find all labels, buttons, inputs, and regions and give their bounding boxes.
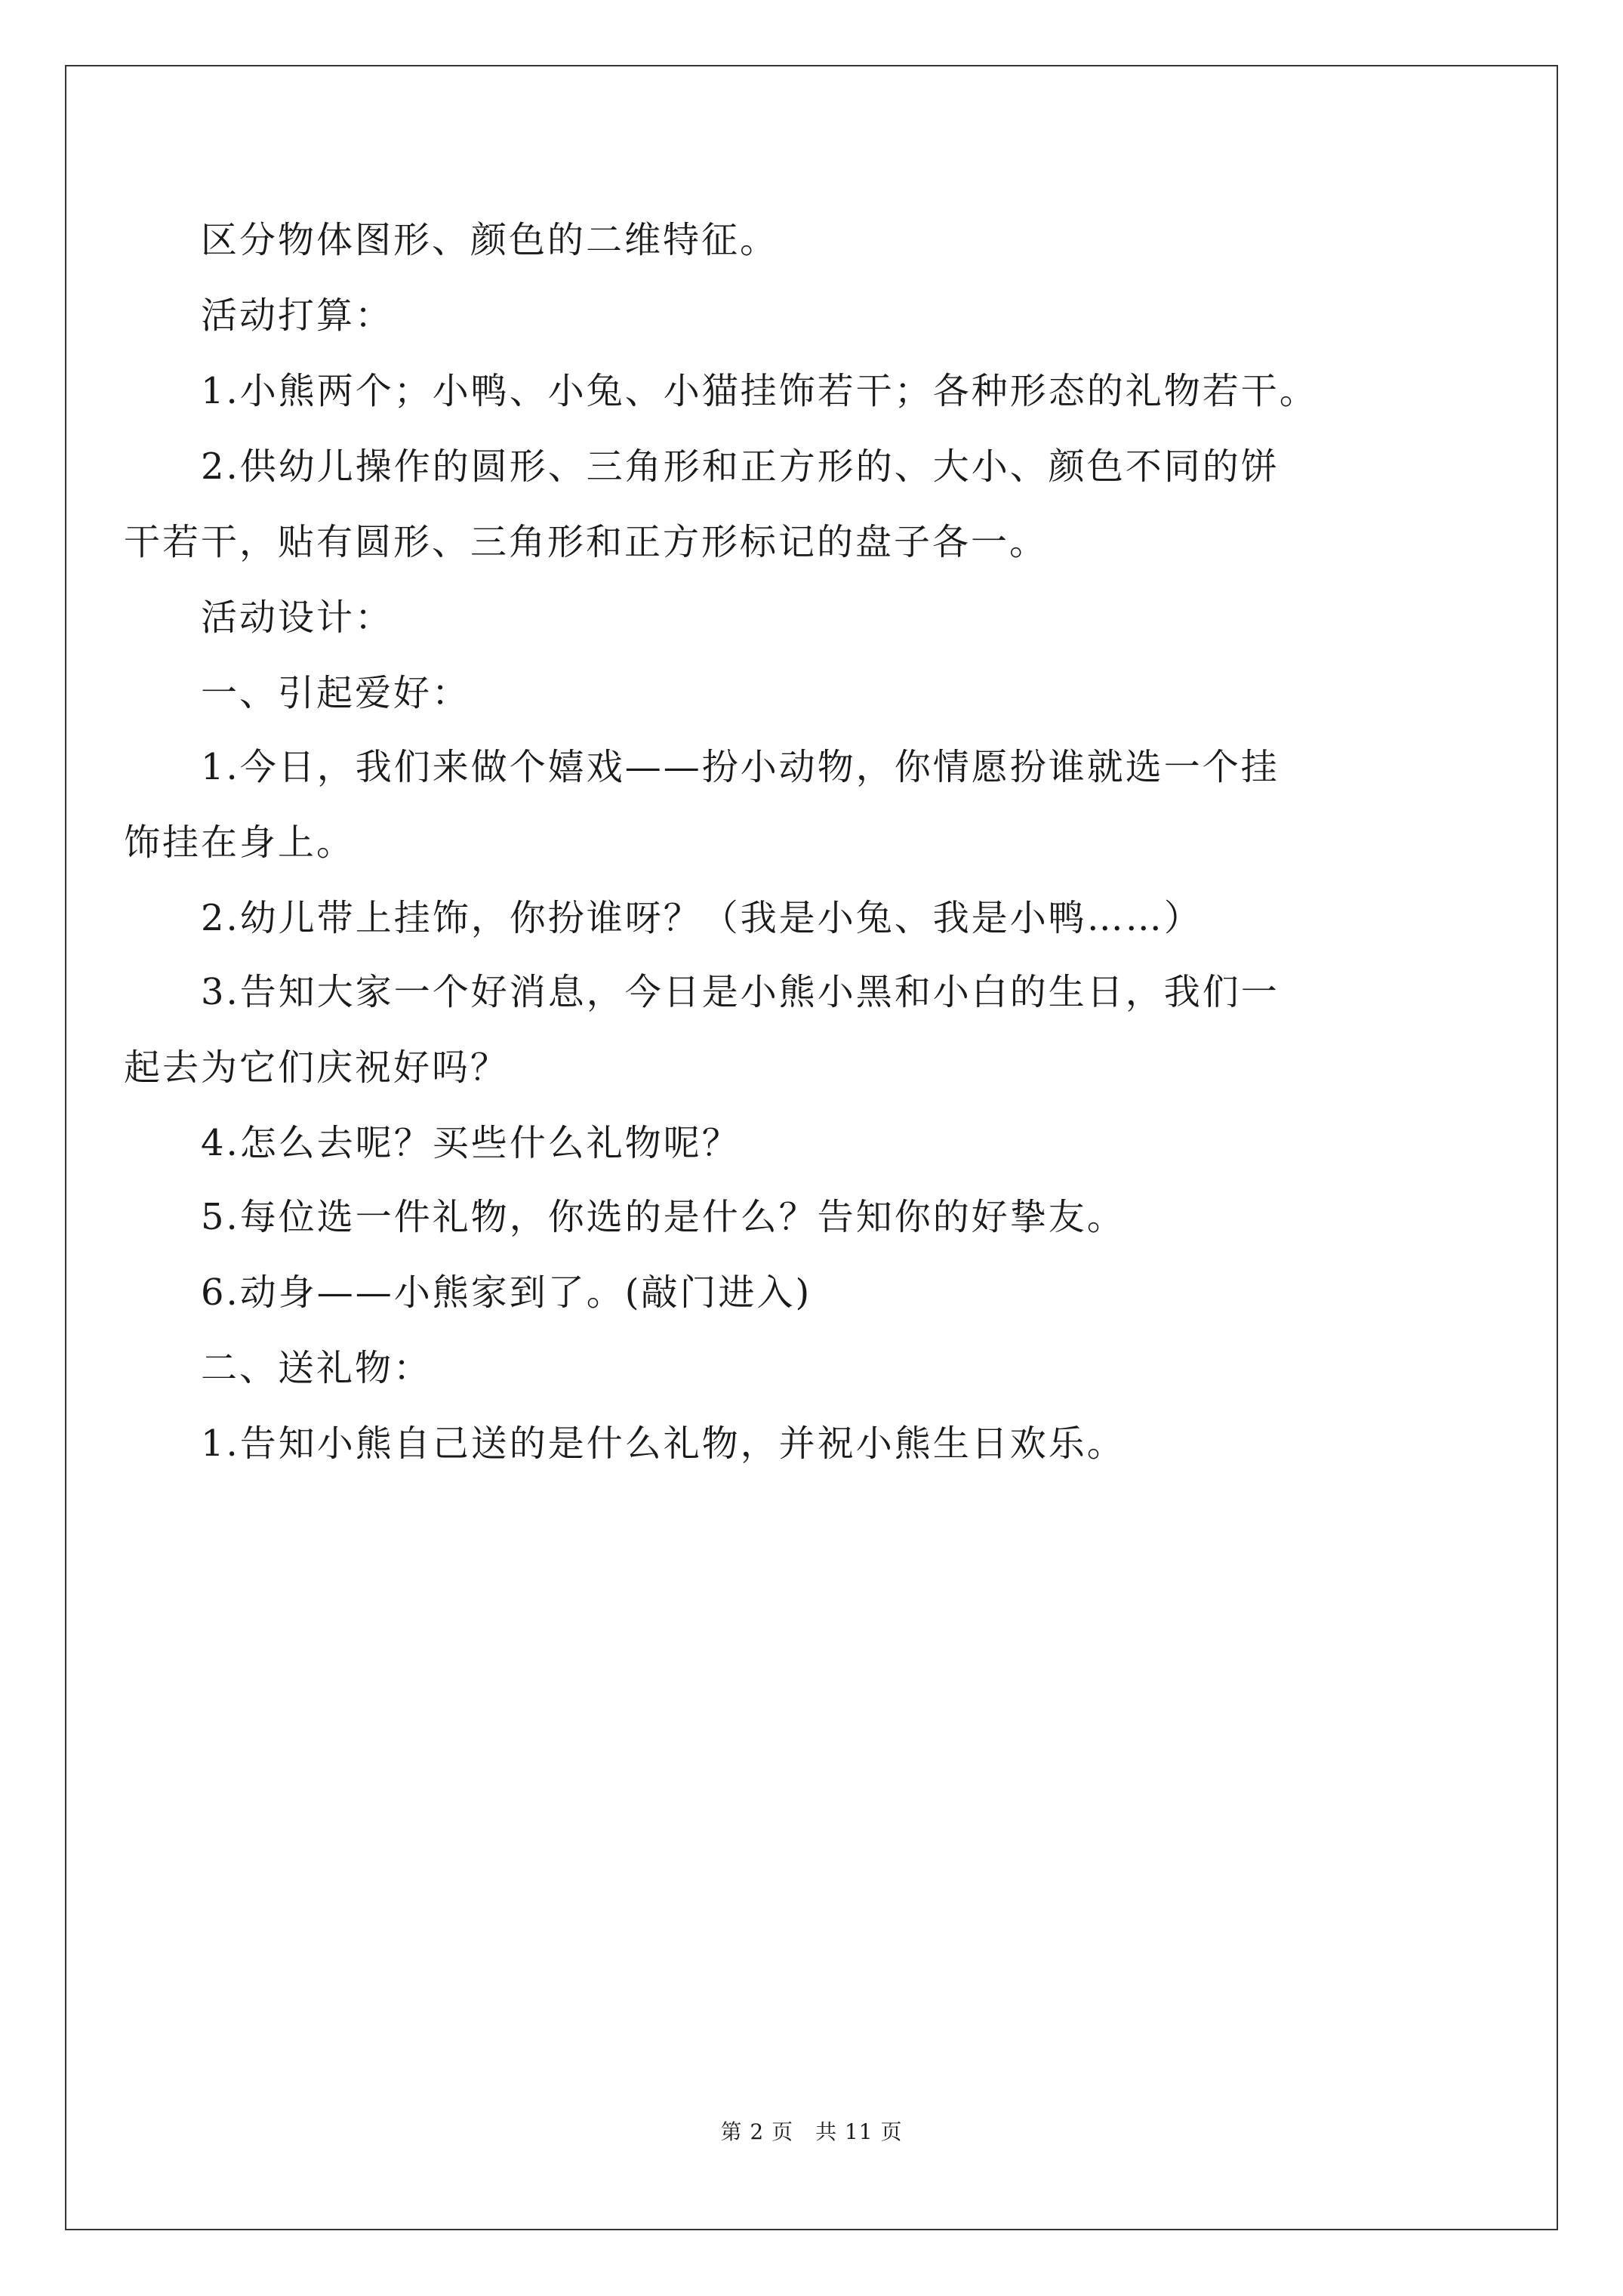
paragraph-line: 2.供幼儿操作的圆形、三角形和正方形的、大小、颜色不同的饼: [201, 445, 1280, 488]
paragraph-line: 干若干，贴有圆形、三角形和正方形标记的盘子各一。: [124, 521, 1049, 563]
paragraph-line: 1.今日，我们来做个嬉戏——扮小动物，你情愿扮谁就选一个挂: [201, 746, 1280, 788]
section-heading: 活动设计：: [201, 596, 394, 639]
paragraph-line: 3.告知大家一个好消息，今日是小熊小黑和小白的生日，我们一: [201, 971, 1280, 1013]
section-heading: 二、送礼物：: [201, 1347, 433, 1389]
paragraph-line: 5.每位选一件礼物，你选的是什么？告知你的好挚友。: [201, 1196, 1126, 1238]
paragraph-line: 饰挂在身上。: [124, 821, 356, 864]
page-number-footer: 第 2 页 共 11 页: [720, 2119, 903, 2144]
paragraph-line: 起去为它们庆祝好吗？: [124, 1046, 510, 1089]
paragraph-line: 6.动身——小熊家到了。(敲门进入): [201, 1271, 812, 1314]
paragraph-line: 1.小熊两个；小鸭、小兔、小猫挂饰若干；各种形态的礼物若干。: [201, 370, 1318, 412]
paragraph-line: 区分物体图形、颜色的二维特征。: [201, 219, 779, 261]
paragraph-line: 2.幼儿带上挂饰，你扮谁呀？（我是小兔、我是小鸭……）: [201, 897, 1203, 939]
page-frame: [65, 65, 1558, 2230]
paragraph-line: 4.怎么去呢？买些什么礼物呢？: [201, 1122, 741, 1164]
document-body: [66, 66, 1557, 2229]
paragraph-line: 1.告知小熊自己送的是什么礼物，并祝小熊生日欢乐。: [201, 1422, 1126, 1465]
section-heading: 一、引起爱好：: [201, 672, 471, 714]
section-heading: 活动打算：: [201, 294, 394, 337]
